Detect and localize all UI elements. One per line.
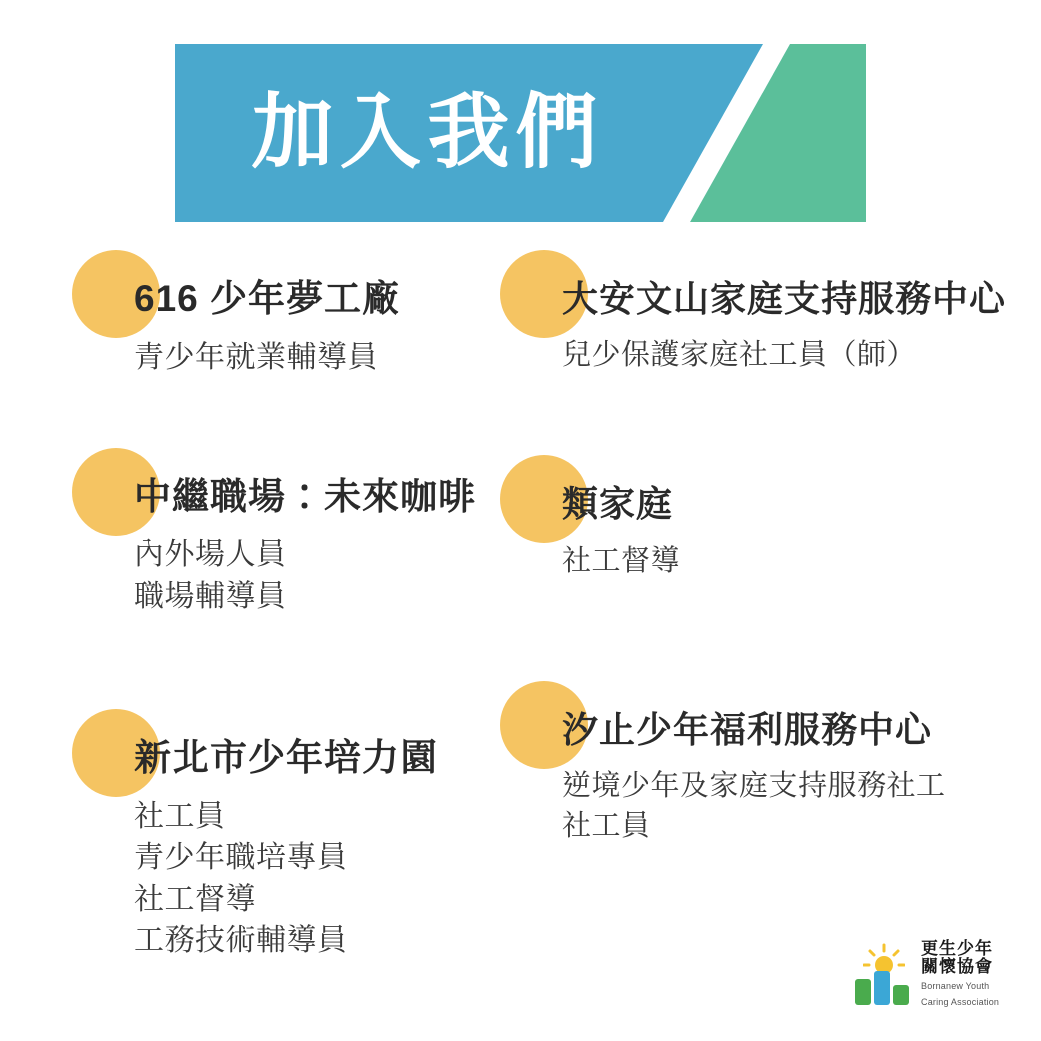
job-entry [72, 250, 480, 378]
logo-block-green-left [855, 979, 871, 1005]
job-entry-roles [72, 337, 480, 378]
sun-icon [863, 943, 905, 973]
job-role: 工務技術輔導員 [134, 923, 348, 957]
job-entry-roles [500, 541, 1041, 581]
job-role: 逆境少年及家庭支持服務社工 [562, 770, 946, 803]
logo-name-cn-line2: 關懷協會 [921, 956, 993, 976]
job-entry-title: 類家庭 [562, 483, 674, 525]
job-role: 社工督導 [134, 882, 256, 916]
job-entry [72, 709, 480, 961]
logo-text [921, 940, 999, 1008]
job-entry-title: 新北市少年培力園 [134, 737, 438, 779]
logo-mark-icon [855, 943, 913, 1005]
job-role: 青少年職培專員 [134, 841, 348, 875]
header-banner [0, 44, 1041, 222]
logo-blocks-icon [855, 971, 913, 1005]
job-role: 社工員 [562, 810, 651, 843]
job-role: 職場輔導員 [134, 579, 287, 613]
job-entry [500, 681, 1041, 846]
logo-name-en-line1: Bornanew Youth [921, 980, 990, 991]
job-entry-title: 中繼職場：未來咖啡 [134, 475, 476, 517]
job-entry-roles [500, 766, 1041, 846]
job-entry-title: 616 少年夢工廠 [134, 278, 401, 319]
job-entry [500, 455, 1041, 580]
job-entry [500, 250, 1041, 375]
job-role: 內外場人員 [134, 538, 287, 572]
job-entry-roles [500, 335, 1041, 375]
left-column [0, 250, 480, 1007]
logo-block-green-right [893, 985, 909, 1005]
job-role: 兒少保護家庭社工員（師） [562, 339, 917, 372]
organization-logo [855, 933, 1015, 1015]
logo-name-cn-line1: 更生少年 [921, 938, 993, 958]
job-role: 社工督導 [562, 544, 681, 577]
job-role: 社工員 [134, 799, 226, 833]
job-role: 青少年就業輔導員 [134, 340, 378, 374]
logo-block-blue-center [874, 971, 890, 1005]
right-column [480, 250, 1041, 1007]
job-listing-columns [0, 250, 1041, 1007]
job-entry-title: 汐止少年福利服務中心 [562, 708, 933, 750]
job-entry-roles [72, 796, 480, 962]
job-entry-roles [72, 534, 480, 617]
page-title: 加入我們 [251, 87, 604, 178]
job-entry-title: 大安文山家庭支持服務中心 [562, 278, 1007, 319]
logo-name-en-line2: Caring Association [921, 996, 1000, 1007]
job-entry [72, 448, 480, 617]
